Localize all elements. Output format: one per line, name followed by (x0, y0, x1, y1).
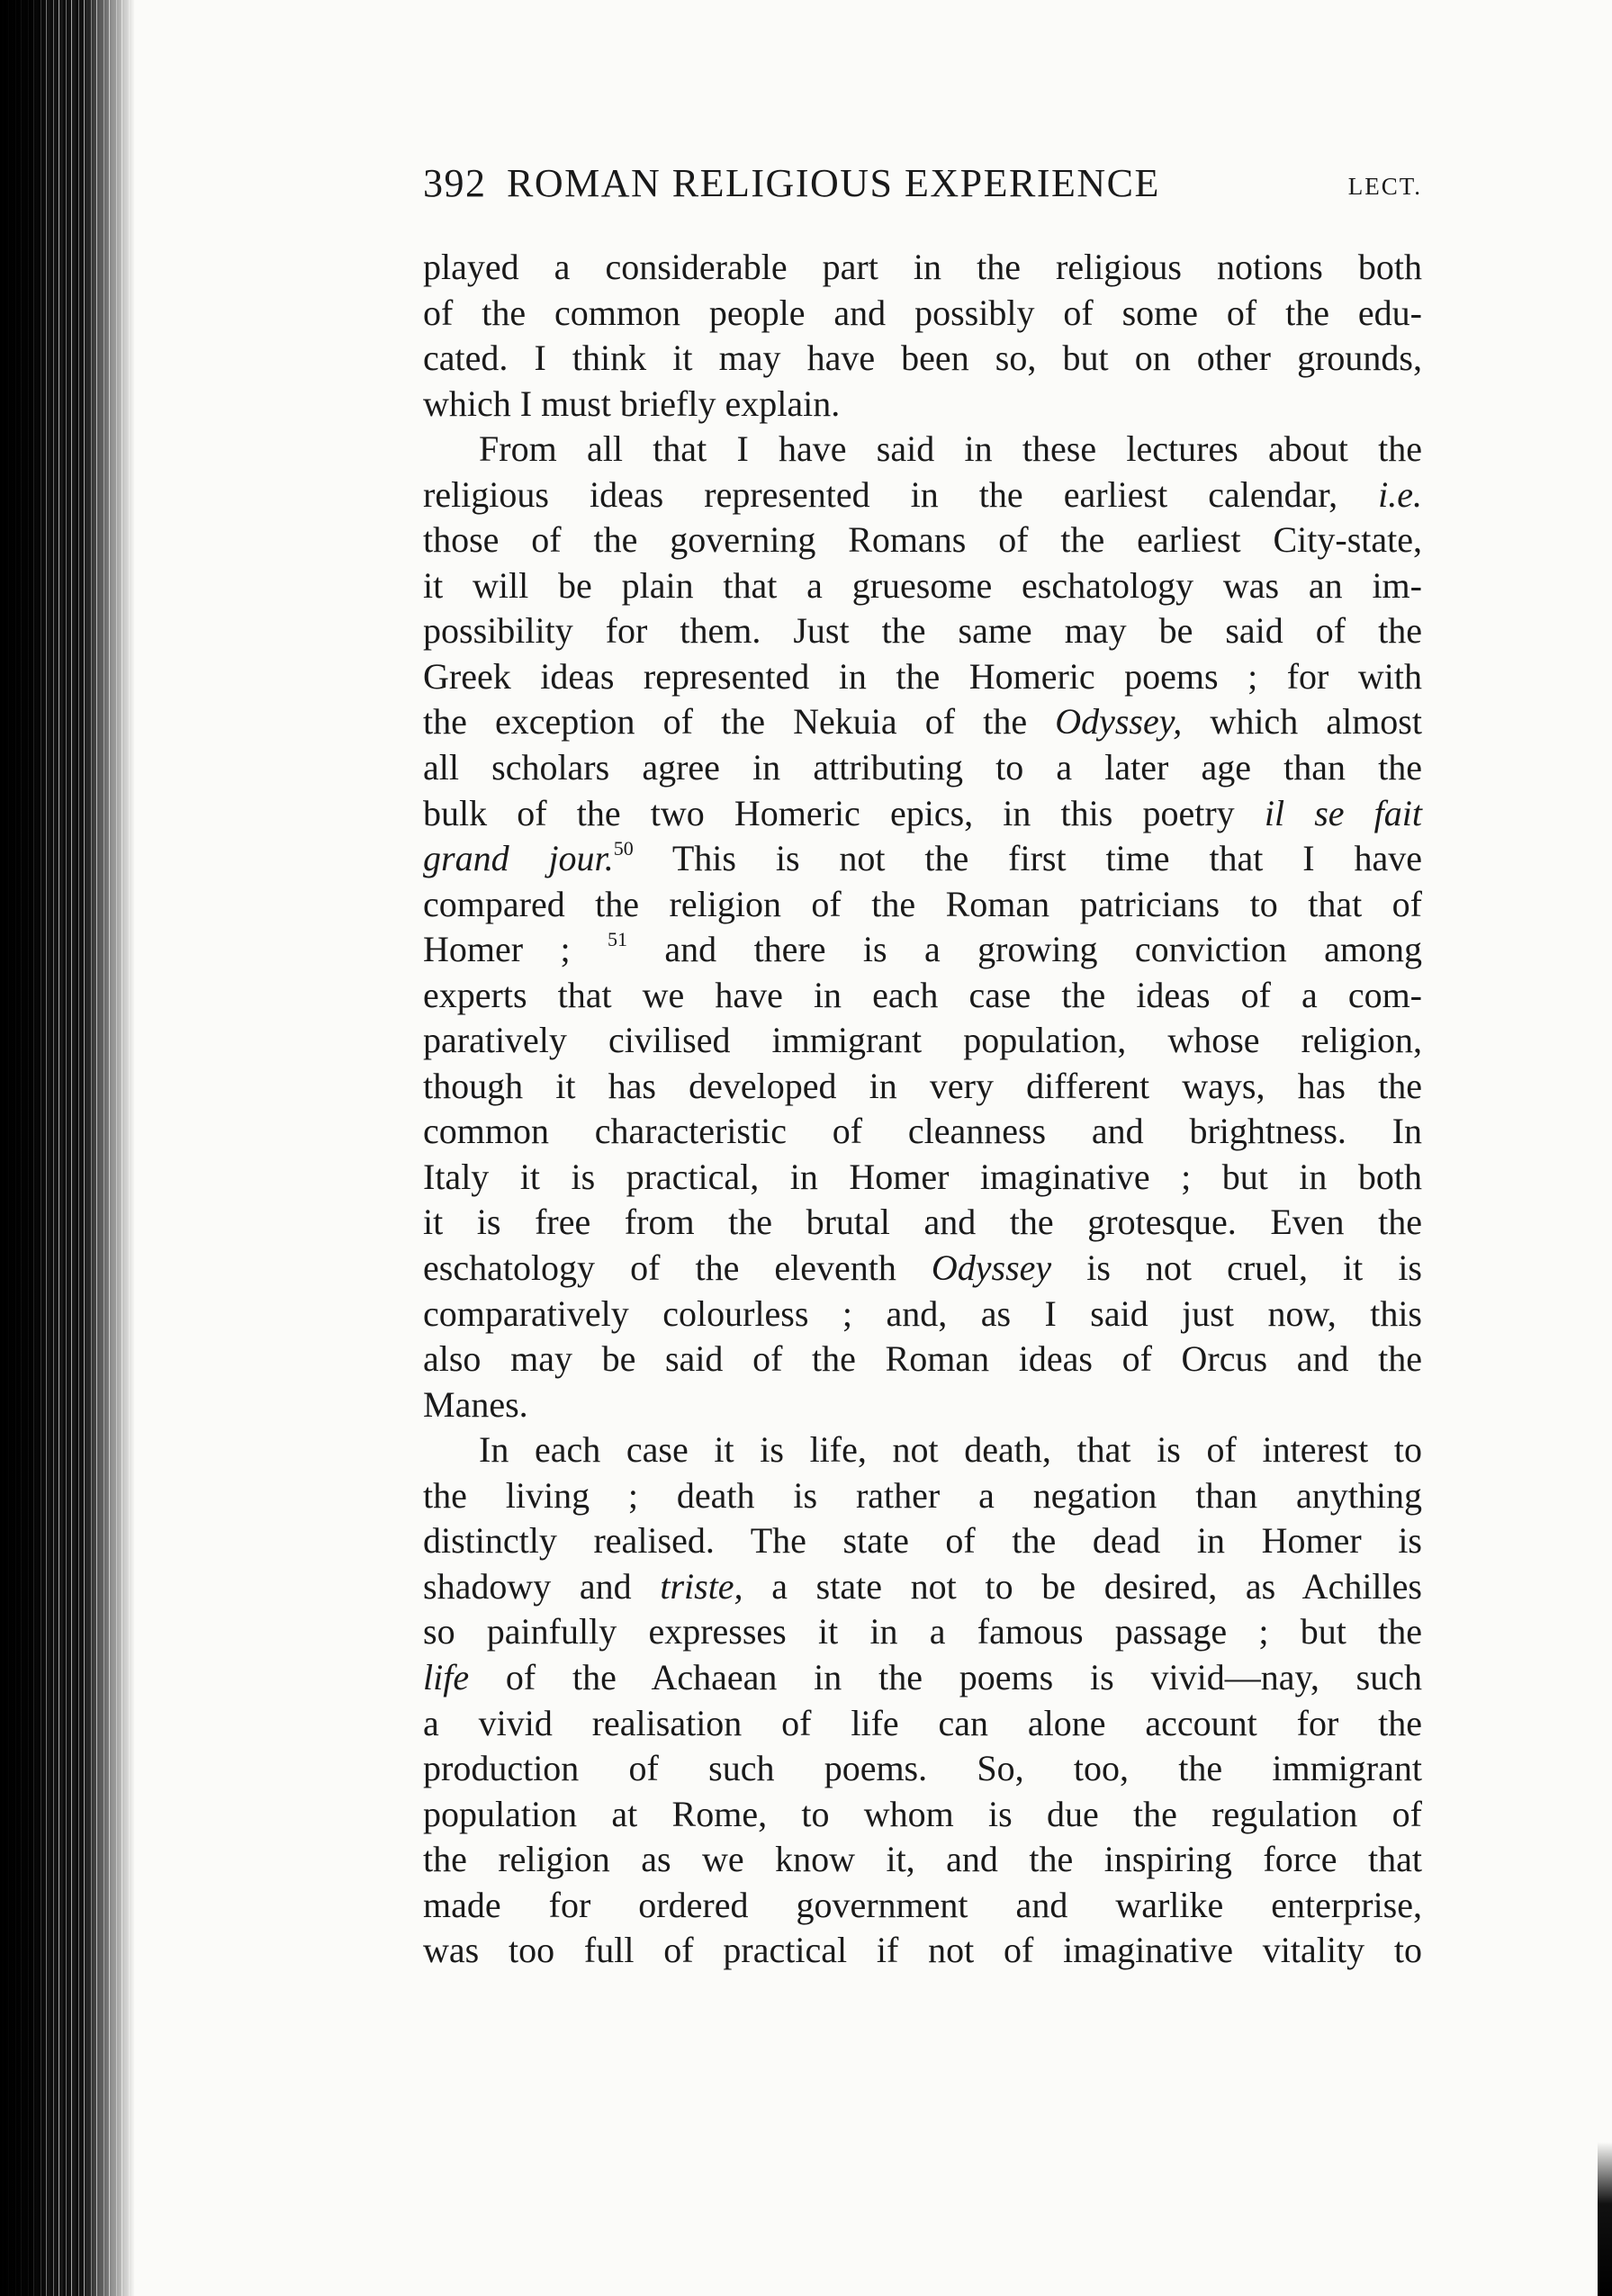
text-line (423, 1609, 1422, 1655)
text-line (423, 473, 1422, 518)
line-text: compared the religion of the Roman patricians to that of (423, 883, 1422, 924)
text-line (423, 836, 1422, 882)
line-text: production of such poems. So, too, the immigrant (423, 1748, 1422, 1789)
line-text: population at Rome, to whom is due the regulation of (423, 1793, 1422, 1834)
text-line (423, 1792, 1422, 1838)
text-line (423, 745, 1422, 791)
line-text: a state not to be desired, as Achilles (743, 1565, 1422, 1607)
text-line (423, 1246, 1422, 1292)
page-edge-shadow (1598, 2142, 1612, 2296)
text-line (423, 973, 1422, 1019)
line-text: Italy it is practical, in Homer imaginative ; but in both (423, 1156, 1422, 1197)
line-text: those of the governing Romans of the earliest City-state, (423, 519, 1422, 561)
text-line (423, 427, 1422, 473)
line-text: of the common people and possibly of some of the edu- (423, 292, 1422, 333)
italic-text: grand jour. (423, 838, 614, 879)
text-line (423, 518, 1422, 563)
line-text: also may be said of the Roman ideas of Orcus and the (423, 1338, 1422, 1380)
line-text: of the Achaean in the poems is vivid—nay, such (469, 1656, 1422, 1697)
line-text: eschatology of the eleventh (423, 1247, 932, 1289)
text-line (423, 1018, 1422, 1064)
text-line (423, 1337, 1422, 1382)
line-text: shadowy and (423, 1565, 661, 1607)
line-text: Greek ideas represented in the Homeric poems ; for with (423, 655, 1422, 697)
line-text: religious ideas represented in the earliest calendar, (423, 473, 1379, 515)
text-line (423, 1109, 1422, 1155)
running-header (423, 160, 1422, 214)
italic-text: i.e. (1378, 473, 1422, 515)
line-text: and there is a growing conviction among (627, 929, 1422, 970)
text-line (423, 608, 1422, 654)
text-line (423, 1427, 1422, 1473)
line-text: paratively civilised immigrant population, whose religion, (423, 1020, 1422, 1061)
text-line (423, 654, 1422, 700)
line-text: though it has developed in very different ways, has the (423, 1065, 1422, 1106)
text-line (423, 291, 1422, 337)
line-text: From all that I have said in these lectures about the (479, 428, 1422, 470)
line-text: common characteristic of cleanness and brightness. In (423, 1111, 1422, 1152)
running-title: ROMAN RELIGIOUS EXPERIENCE (507, 161, 1160, 205)
line-text: distinctly realised. The state of the dead in Homer is (423, 1520, 1422, 1562)
text-line (423, 1155, 1422, 1201)
line-text: the exception of the Nekuia of the (423, 701, 1056, 743)
text-line (423, 1655, 1422, 1701)
line-text: experts that we have in each case the ideas of a com- (423, 974, 1422, 1015)
line-text: which I must briefly explain. (423, 383, 841, 424)
line-text: This is not the first time that I have (633, 838, 1423, 879)
line-text: it is free from the brutal and the grotesque. Even the (423, 1202, 1422, 1243)
line-text: all scholars agree in attributing to a later age than the (423, 747, 1422, 788)
line-text: the living ; death is rather a negation than anything (423, 1474, 1422, 1516)
body-text (423, 245, 1422, 1974)
line-text: it will be plain that a gruesome eschatology was an im- (423, 564, 1422, 606)
line-text: Manes. (423, 1383, 528, 1425)
text-line (423, 382, 1422, 428)
line-text: the religion as we know it, and the inspiring force that (423, 1839, 1422, 1880)
italic-text: il se fait (1264, 792, 1423, 833)
text-line (423, 699, 1422, 745)
text-line (423, 1883, 1422, 1929)
line-text: so painfully expresses it in a famous passage ; but the (423, 1611, 1422, 1652)
text-line (423, 563, 1422, 609)
line-text: In each case it is life, not death, that is of interest to (479, 1429, 1422, 1471)
text-line (423, 245, 1422, 291)
line-text: played a considerable part in the religious notions both (423, 247, 1422, 287)
text-line (423, 1382, 1422, 1428)
text-line (423, 1064, 1422, 1110)
line-text: was too full of practical if not of imaginative vitality to (423, 1930, 1422, 1971)
italic-text: Odyssey, (1055, 701, 1183, 743)
text-line (423, 1928, 1422, 1974)
footnote-ref: 50 (613, 837, 634, 860)
page-number: 392 (423, 161, 487, 205)
line-text: comparatively colourless ; and, as I said just now, this (423, 1292, 1422, 1334)
line-text: cated. I think it may have been so, but on other grounds, (423, 338, 1422, 379)
text-line (423, 1473, 1422, 1519)
line-text: is not cruel, it is (1051, 1247, 1423, 1289)
text-line (423, 1200, 1422, 1246)
line-text: bulk of the two Homeric epics, in this poetry (423, 792, 1265, 833)
text-line (423, 791, 1422, 837)
line-text: a vivid realisation of life can alone account for the (423, 1702, 1422, 1743)
line-text: Homer ; (423, 929, 608, 970)
text-line (423, 927, 1422, 973)
section-marker: LECT. (1347, 173, 1422, 200)
text-line (423, 1292, 1422, 1337)
italic-text: triste, (660, 1565, 743, 1607)
text-line (423, 1564, 1422, 1610)
text-line (423, 1518, 1422, 1564)
footnote-ref: 51 (608, 928, 627, 951)
text-line (423, 336, 1422, 382)
italic-text: life (423, 1656, 470, 1697)
italic-text: Odyssey (931, 1247, 1052, 1289)
gutter-shadow (0, 0, 54, 2296)
line-text: made for ordered government and warlike enterprise, (423, 1884, 1422, 1925)
line-text: possibility for them. Just the same may be said of the (423, 610, 1422, 652)
text-line (423, 1746, 1422, 1792)
text-line (423, 1701, 1422, 1747)
text-line (423, 882, 1422, 928)
text-line (423, 1837, 1422, 1883)
line-text: which almost (1182, 701, 1422, 743)
